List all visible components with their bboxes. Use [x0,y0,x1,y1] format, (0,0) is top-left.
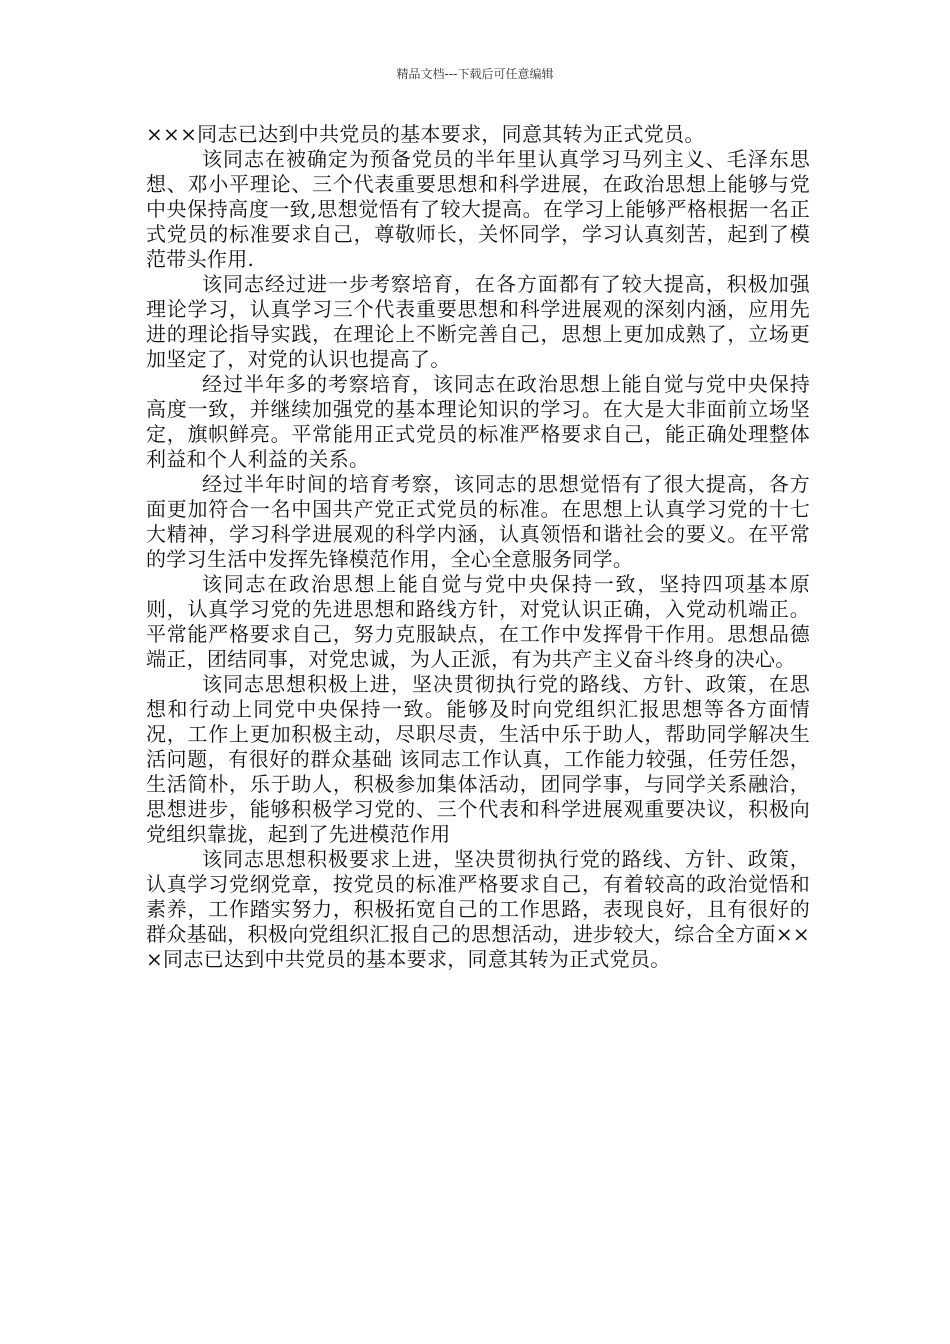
paragraph-1: ×××同志已达到中共党员的基本要求，同意其转为正式党员。 [146,122,705,146]
paragraph-3: 该同志经过进一步考察培育，在各方面都有了较大提高，积极加强理论学习，认真学习三个代表重要思想和科学进展观的深刻内涵，应用先进的理论指导实践，在理论上不断完善自己，思想上更加成熟了，立场更加坚定了，对党的认识也提高了。 [146,272,810,371]
paragraph-7: 该同志思想积极上进，坚决贯彻执行党的路线、方针、政策，在思想和行动上同党中央保持一致。能够及时向党组织汇报思想等各方面情况，工作上更加积极主动，尽职尽责，生活中乐于助人，帮助同学解决生活问题，有很好的群众基础 该同志工作认真，工作能力较强，任劳任怨，生活简朴，乐于助人，积极参加集体活动，团同学事，与同学关系融洽，思想进步，能够积极学习党的、三个代表和科学进展观重要决议，积极向党组织靠拢，起到了先进模范作用 [146,672,810,846]
paragraph-5: 经过半年时间的培育考察，该同志的思想觉悟有了很大提高，各方面更加符合一名中国共产党正式党员的标准。在思想上认真学习党的十七大精神，学习科学进展观的科学内涵，认真领悟和谐社会的要义。在平常的学习生活中发挥先锋模范作用，全心全意服务同学。 [146,472,810,571]
paragraph-6: 该同志在政治思想上能自觉与党中央保持一致，坚持四项基本原则，认真学习党的先进思想和路线方针，对党认识正确，入党动机端正。平常能严格要求自己，努力克服缺点，在工作中发挥骨干作用。思想品德端正，团结同事，对党忠诚，为人正派，有为共产主义奋斗终身的决心。 [146,572,810,671]
paragraph-8: 该同志思想积极要求上进，坚决贯彻执行党的路线、方针、政策，认真学习党纲党章，按党员的标准严格要求自己，有着较高的政治觉悟和素养，工作踏实努力，积极拓宽自己的工作思路，表现良好，且有很好的群众基础，积极向党组织汇报自己的思想活动，进步较大，综合全方面×××同志已达到中共党员的基本要求，同意其转为正式党员。 [146,847,810,971]
page-header: 精品文档---下载后可任意编辑 [396,67,554,81]
paragraph-2: 该同志在被确定为预备党员的半年里认真学习马列主义、毛泽东思想、邓小平理论、三个代表重要思想和科学进展，在政治思想上能够与党中央保持高度一致,思想觉悟有了较大提高。在学习上能够严格根据一名正式党员的标准要求自己，尊敬师长，关怀同学，学习认真刻苦，起到了模范带头作用. [146,147,810,271]
document-body [146,122,810,972]
paragraph-4: 经过半年多的考察培育，该同志在政治思想上能自觉与党中央保持高度一致，并继续加强党的基本理论知识的学习。在大是大非面前立场坚定，旗帜鲜亮。平常能用正式党员的标准严格要求自己，能正确处理整体利益和个人利益的关系。 [146,372,810,471]
